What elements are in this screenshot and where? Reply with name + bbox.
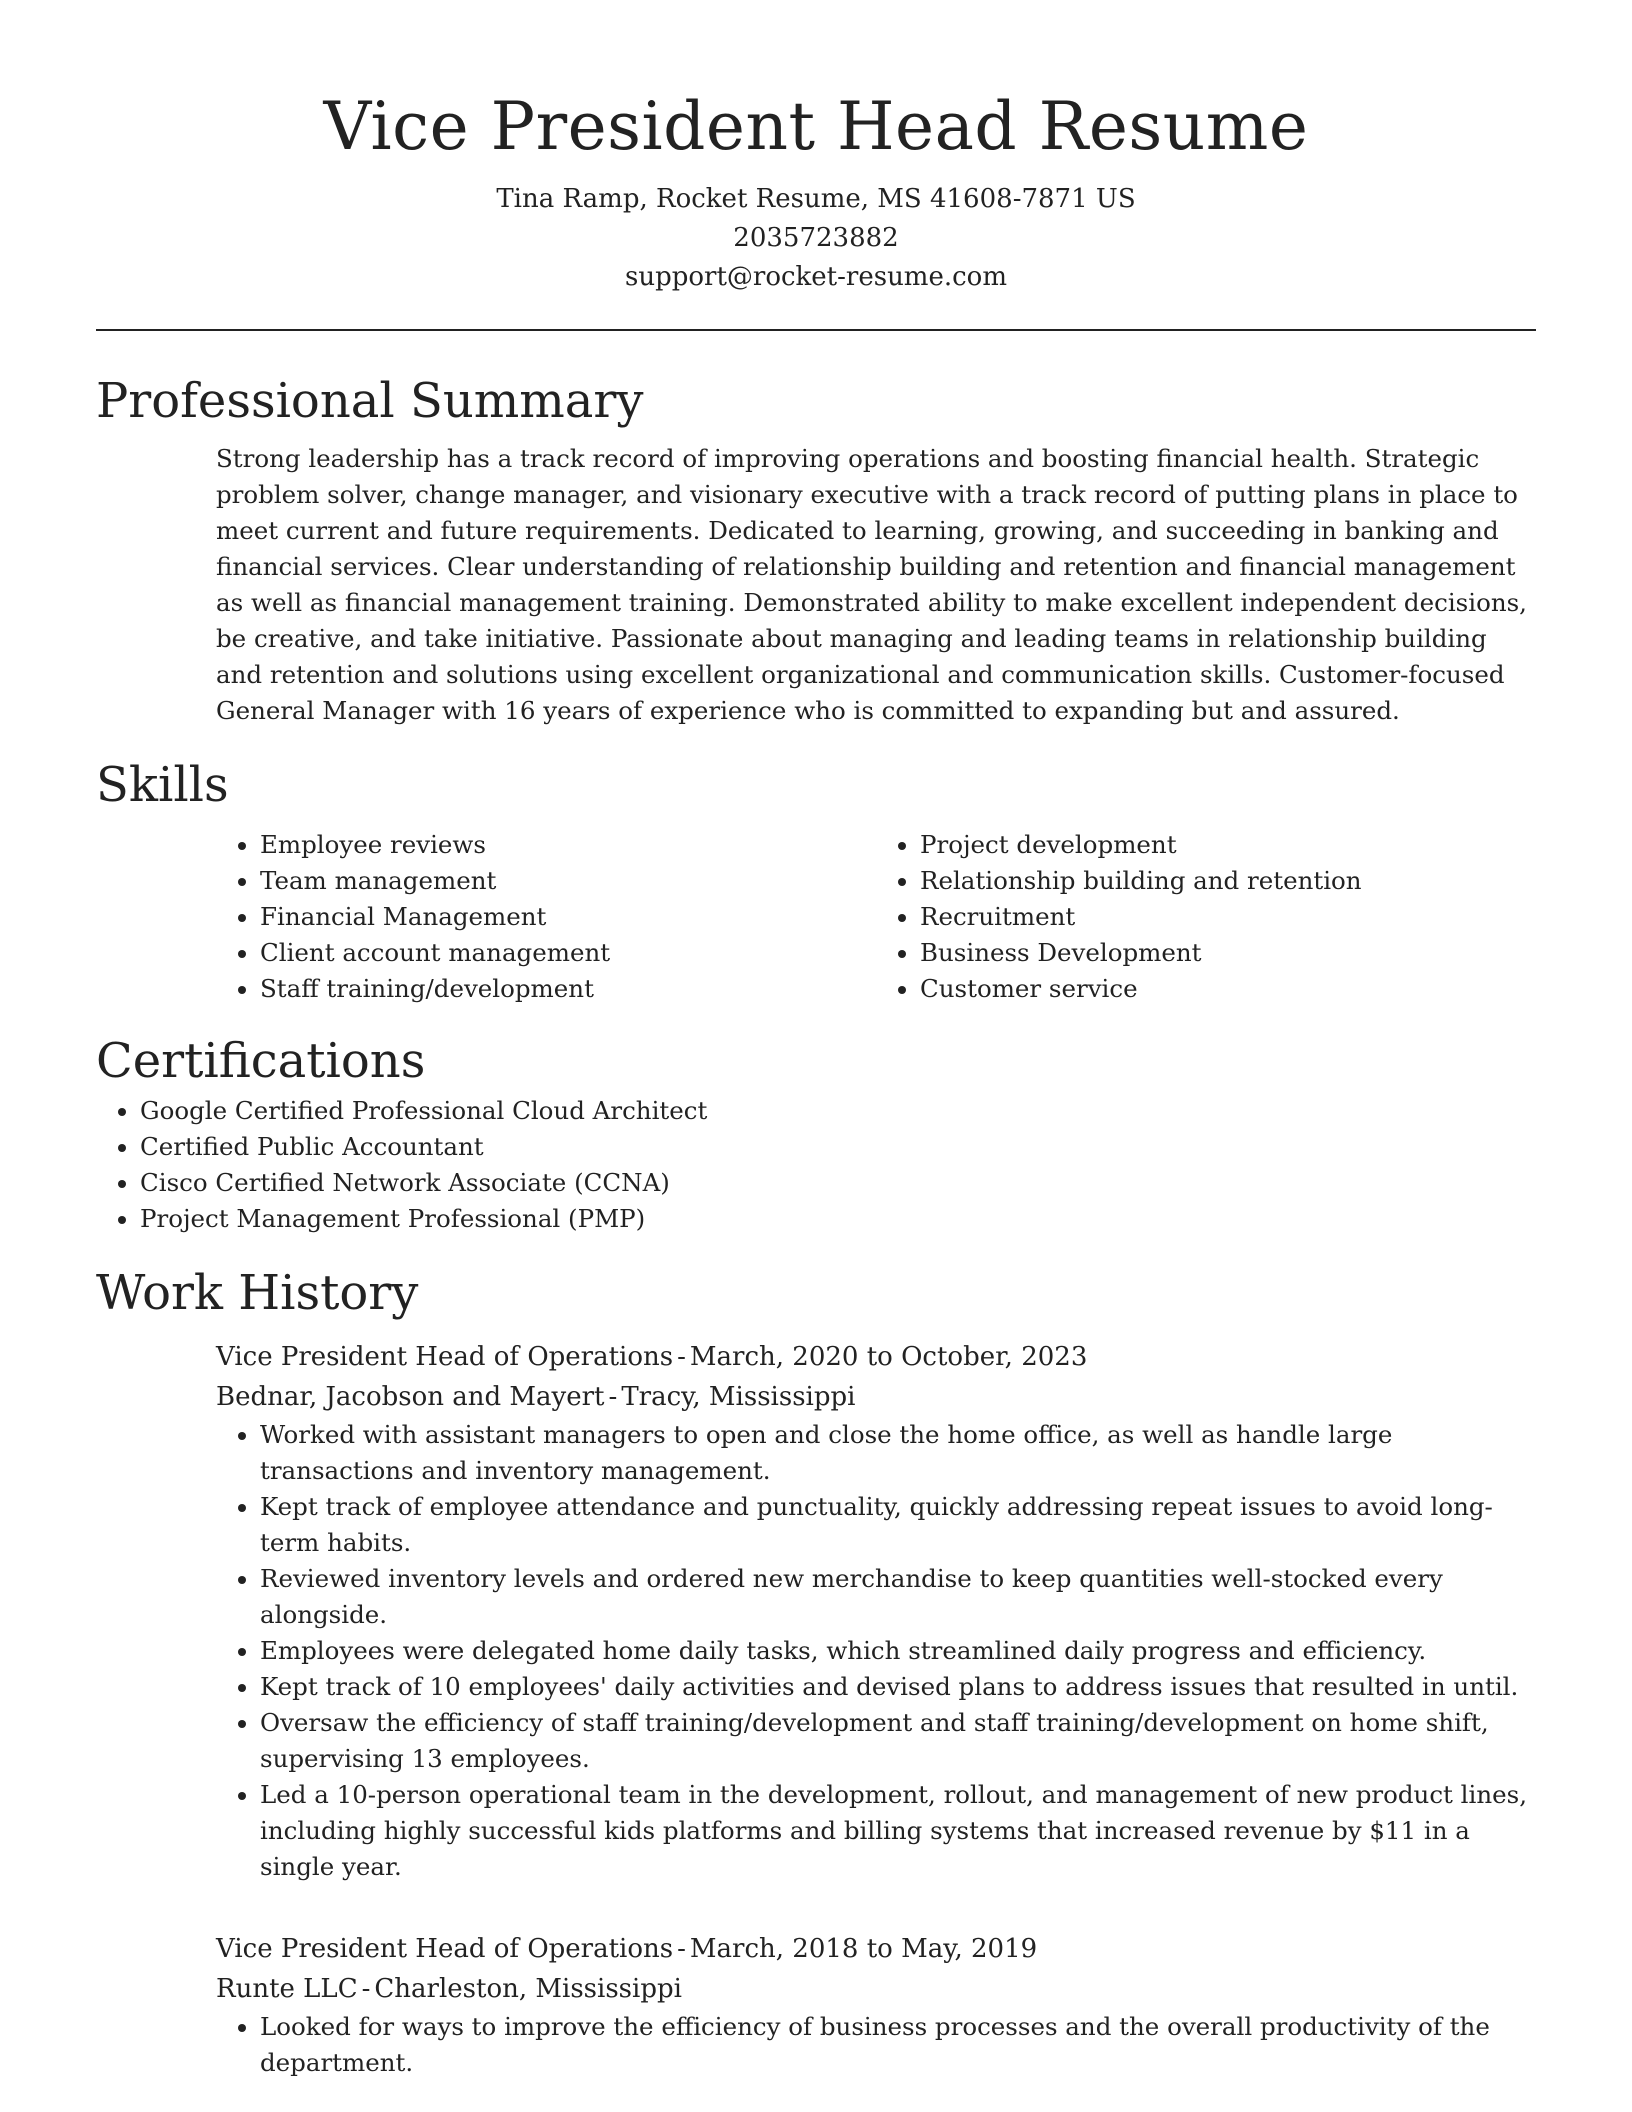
contact-address: Tina Ramp, Rocket Resume, MS 41608-7871 US (496, 184, 1136, 214)
job-bullet: • Kept track of 10 employees' daily activities and devised plans to address issues that resulted in until. (260, 1669, 1536, 1705)
job-company: Bednar, Jacobson and Mayert (216, 1382, 605, 1412)
skills-list-left (216, 827, 876, 1007)
job-bullet-list (216, 2009, 1536, 2081)
summary-text: Strong leadership has a track record of improving operations and boosting financial health. Strategic problem solver, change manager, and visionary executive with a track record of putting plans in place to meet current and future requirements. Dedicated to learning, growing, and succeeding in banking and financial services. Clear understanding of relationship building and retention and financial management as well as financial management training. Demonstrated ability to make excellent independent decisions, be creative, and take initiative. Passionate about managing and leading teams in relationship building and retention and solutions using excellent organizational and communication skills. Customer-focused General Manager with 16 years of experience who is committed to expanding but and assured. (216, 444, 1527, 725)
job-bullet: • Kept track of employee attendance and punctuality, quickly addressing repeat issues to avoid long-term habits. (260, 1489, 1536, 1561)
job-location: Charleston, Mississippi (374, 1974, 682, 2004)
certification-item: • Google Certified Professional Cloud Architect (140, 1093, 1536, 1129)
job-company-line: Runte LLC - Charleston, Mississippi (216, 1974, 682, 2004)
skill-item: • Client account management (260, 935, 876, 971)
job-role: Vice President Head of Operations (216, 1934, 674, 1964)
job-location: Tracy, Mississippi (621, 1382, 856, 1412)
skill-item: • Relationship building and retention (920, 863, 1536, 899)
job-company-line: Bednar, Jacobson and Mayert - Tracy, Mississippi (216, 1382, 856, 1412)
job-bullet: • Oversaw the efficiency of staff training/development and staff training/development on home shift, supervising 13 employees. (260, 1705, 1536, 1777)
header-divider (96, 329, 1536, 331)
resume-title: Vice President Head Resume (323, 88, 1309, 165)
resume-header (96, 0, 1536, 297)
skills-grid (216, 827, 1536, 1007)
contact-info (96, 180, 1536, 297)
skill-item: • Project development (920, 827, 1536, 863)
job-bullet: • Looked for ways to improve the efficiency of business processes and the overall productivity of the department. (260, 2009, 1536, 2081)
job-role-line: Vice President Head of Operations - March, 2018 to May, 2019 (216, 1934, 1038, 1964)
job-bullet: • Employees were delegated home daily tasks, which streamlined daily progress and efficiency. (260, 1633, 1536, 1669)
job-role: Vice President Head of Operations (216, 1342, 674, 1372)
skill-item: • Recruitment (920, 899, 1536, 935)
skill-item: • Staff training/development (260, 971, 876, 1007)
summary-heading: Professional Summary (96, 373, 644, 429)
certification-item: • Certified Public Accountant (140, 1129, 1536, 1165)
skill-item: • Customer service (920, 971, 1536, 1007)
job-dates: March, 2018 to May, 2019 (689, 1934, 1038, 1964)
skill-item: • Employee reviews (260, 827, 876, 863)
job-role-line: Vice President Head of Operations - March, 2020 to October, 2023 (216, 1342, 1088, 1372)
skills-heading: Skills (96, 757, 229, 813)
job-dates: March, 2020 to October, 2023 (689, 1342, 1088, 1372)
job-bullet: • Reviewed inventory levels and ordered new merchandise to keep quantities well-stocked every alongside. (260, 1561, 1536, 1633)
certification-item: • Cisco Certified Network Associate (CCNA) (140, 1165, 1536, 1201)
job-bullet: • Worked with assistant managers to open and close the home office, as well as handle large transactions and inventory management. (260, 1417, 1536, 1489)
job-entry (216, 1929, 1536, 2081)
contact-email: support@rocket-resume.com (624, 262, 1007, 292)
job-entry (216, 1337, 1536, 1885)
contact-phone: 2035723882 (733, 223, 899, 253)
skill-item: • Financial Management (260, 899, 876, 935)
skills-list-right (876, 827, 1536, 1007)
job-bullet: • Led a 10-person operational team in the development, rollout, and management of new product lines, including highly successful kids platforms and billing systems that increased revenue by $11 in a single year. (260, 1777, 1536, 1885)
certifications-list (96, 1093, 1536, 1237)
skill-item: • Business Development (920, 935, 1536, 971)
skill-item: • Team management (260, 863, 876, 899)
job-bullet-list (216, 1417, 1536, 1885)
work-history-heading: Work History (96, 1265, 419, 1321)
resume-page (96, 0, 1536, 2081)
certification-item: • Project Management Professional (PMP) (140, 1201, 1536, 1237)
job-company: Runte LLC (216, 1974, 358, 2004)
certifications-heading: Certifications (96, 1033, 426, 1089)
